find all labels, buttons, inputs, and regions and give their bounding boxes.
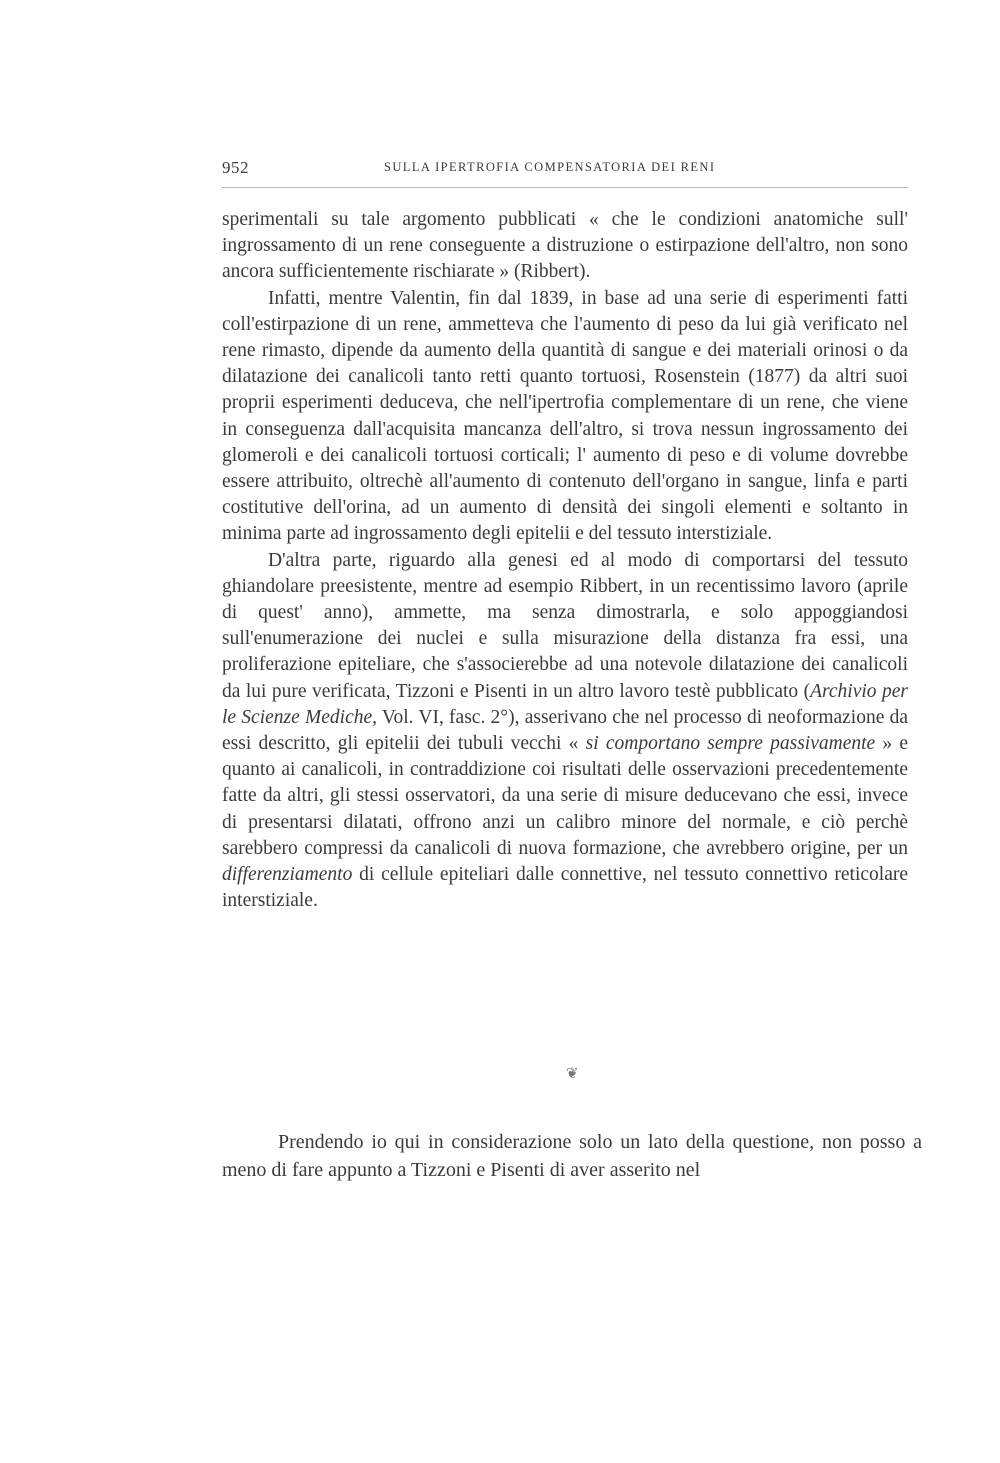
paragraph-text-segment: D'altra parte, riguardo alla genesi ed al modo di comportarsi del tessuto ghiandolare preesistente, mentre ad esempio Ribbert, in un recentissimo lavoro (aprile di quest' anno), ammette, ma senza dimostrarla, e solo appoggiandosi sull'enumerazione dei nuclei e sulla misurazione della distanza fra essi, una proliferazione epiteliare, che s'associerebbe ad una notevole dilatazione dei canalicoli da lui pure verificata, Tizzoni e Pisenti in un altro lavoro testè pubblicato ( [222,549,908,702]
journal-title-italic: Archivio per le Scienze Mediche, [222,680,908,728]
paragraph-valentin-rosenstein: Infatti, mentre Valentin, fin dal 1839, in base ad una serie di esperimenti fatti coll'estirpazione di un rene, ammetteva che l'aumento di peso da lui già verificato nel rene rimasto, dipende da aumento della quantità di sangue e dei materiali orinosi o da dilatazione dei canalicoli tanto retti quanto tortuosi, Rosenstein (1877) da altri suoi proprii esperimenti deduceva, che nell'ipertrofia complementare di un rene, che viene in conseguenza dall'acquisita mancanza dell'altro, si trova nessun ingrossamento dei glomeroli e dei canalicoli tortuosi corticali; l' aumento di peso e di volume dovrebbe essere attribuito, oltrechè all'aumento di contenuto dell'organo in sangue, linfa e parti costitutive dell'orina, ad un aumento di densità dei singoli elementi e soltanto in minima parte ad ingrossamento degli epitelii e del tessuto interstiziale. [222,287,908,545]
paragraph-text-segment: » e quanto ai canalicoli, in contraddizione coi risultati delle osservazioni precedentemente fatte da altri, gli stessi osservatori, da una serie di misure deducevano che essi, invece di presentarsi dilatati, offrono anzi un calibro minore del normale, e ciò perchè sarebbero compressi da canalicoli di nuova formazione, che avrebbero origine, per un [222,733,909,859]
paragraph-text-segment: di cellule epiteliari dalle connettive, nel tessuto connettivo reticolare interstiziale. [222,864,908,912]
running-title: SULLA IPERTROFIA COMPENSATORIA DEI RENI [384,160,716,174]
quoted-phrase-italic: si comportano sempre passivamente [585,733,876,755]
paragraph-new-section: Prendendo io qui in considerazione solo un lato della questione, non posso a meno di fare appunto a Tizzoni e Pisenti di aver asserito nel [222,1131,922,1181]
section-ornament-icon: ❦ [566,1066,579,1082]
term-italic: differenziamento [222,864,353,886]
new-section-text [222,1128,922,1184]
paragraph-text-segment: Vol. VI, fasc. 2°), asserivano che nel processo di neoformazione da essi descritto, gli epitelii dei tubuli vecchi « [222,706,909,755]
paragraph-continuation: sperimentali su tale argomento pubblicati « che le condizioni anatomiche sull' ingrossamento di un rene conseguente a distruzione o estirpazione dell'altro, non sono ancora sufficientemente rischiarate » (Ribbert). [222,209,908,283]
paragraph-ribbert-tizzoni [222,548,908,915]
main-text [222,207,908,914]
page-number: 952 [222,158,249,177]
running-head [222,158,910,184]
header-rule [222,187,908,188]
